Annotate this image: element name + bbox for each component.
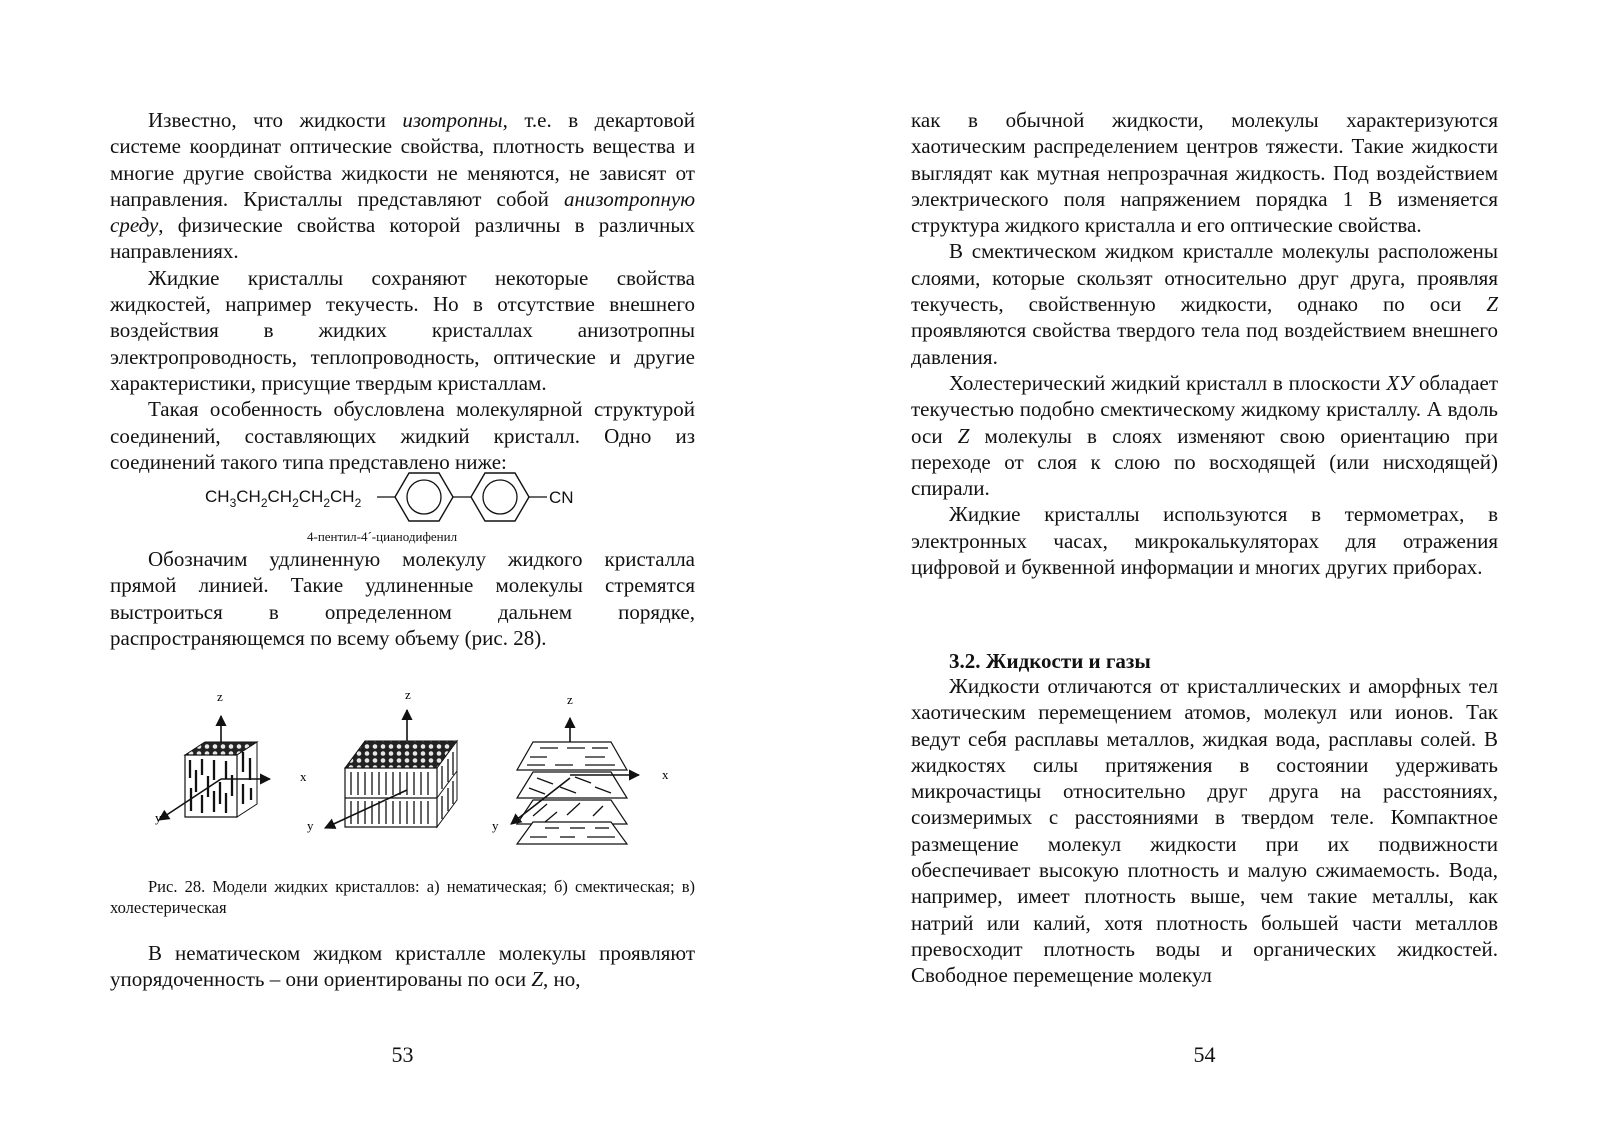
right-text-bottom <box>911 673 1498 989</box>
nematic-model <box>155 689 307 825</box>
figure-28 <box>155 680 695 860</box>
paragraph-continuation: как в обычной жидкости, молекулы характеризуются хаотическим распределением центров тяжести. Такие жидкости выглядят как мутная непрозрачная жидкость. Под воздействием электрического поля напряжением порядка 1 В изменяется структура жидкого кристалла и его оптические свойства. <box>911 108 1498 238</box>
figure-caption: Рис. 28. Модели жидких кристаллов: а) нематическая; б) смектическая; в) холестерическая <box>110 877 695 917</box>
paragraph-smectic: В смектическом жидком кристалле молекулы расположены слоями, которые скользят относительно друг друга, проявляя текучесть, свойственную жидкости, однако по оси Z проявляются свойства твердого тела под воздействием внешнего давления. <box>911 239 1498 369</box>
axis-y-label: y <box>492 818 499 833</box>
axis-z-label: z <box>567 692 573 707</box>
paragraph-molecule-line: Обозначим удлиненную молекулу жидкого кристалла прямой линией. Такие удлиненные молекулы стремятся выстроиться в определенном дальнем порядке, распространяющемся по всему объему (рис. 28). <box>110 547 695 650</box>
axis-z-label: z <box>405 687 411 702</box>
benzene-ring-2 <box>471 473 529 521</box>
left-page <box>110 0 695 1131</box>
left-text-bottom <box>110 940 695 993</box>
paragraph-cholesteric: Холестерический жидкий кристалл в плоскости XУ обладает текучестью подобно смектическому жидкому кристаллу. А вдоль оси Z молекулы в слоях изменяют свою ориентацию при переходе от слоя к слою по восходящей (или нисходящей) спирали. <box>911 370 1499 501</box>
formula-caption: 4-пентил-4´-цианодифенил <box>307 529 458 544</box>
axis-y-label: y <box>307 818 314 833</box>
paragraph-nematic: В нематическом жидком кристалле молекулы проявляют упорядоченность – они ориентированы по оси Z, но, <box>110 941 695 992</box>
page-number: 54 <box>1193 1042 1216 1067</box>
benzene-ring-1 <box>395 473 453 521</box>
paragraph-liquids: Жидкости отличаются от кристаллических и аморфных тел хаотическим перемещением атомов, молекул или ионов. Так ведут себя расплавы металлов, жидкая вода, расплавы солей. В жидкостях силы притяжения в состоянии удерживать микрочастицы относительно друг друга на расстояниях, соизмеримых с расстояниями в твердом теле. Компактное размещение молекул жидкости при их подвижности обеспечивает высокую плотность и малую сжимаемость. Вода, например, имеет плотность выше, чем такие металлы, как натрий или калий, хотя плотность большей части металлов превосходит плотность воды и органических жидкостей. Свободное перемещение молекул <box>911 674 1498 988</box>
axis-x-label: x <box>300 769 307 784</box>
left-text-top <box>110 107 695 475</box>
axis-x-label: x <box>662 767 669 782</box>
paragraph-applications: Жидкие кристаллы используются в термометрах, в электронных часах, микрокалькуляторах для отражения цифровой и буквенной информации и многих других приборах. <box>911 502 1498 580</box>
smectic-model <box>307 687 457 833</box>
axis-y-label: y <box>155 810 162 825</box>
left-text-mid <box>110 546 695 651</box>
right-page <box>911 0 1498 1131</box>
section-heading: 3.2. Жидкости и газы <box>949 649 1151 673</box>
chemical-formula <box>200 466 600 528</box>
page-number: 53 <box>391 1042 414 1067</box>
cholesteric-model <box>492 692 669 844</box>
axis-z-label: z <box>217 689 223 704</box>
paragraph-liquid-crystals: Жидкие кристаллы сохраняют некоторые свойства жидкостей, например текучесть. Но в отсутствие внешнего воздействия в жидких кристаллах анизотропны электропроводность, теплопроводность, оптические и другие характеристики, присущие твердым кристаллам. <box>110 265 695 395</box>
formula-chain: $CH_3CH_2CH_2CH_2CH_2$ <box>205 487 362 510</box>
formula-cn: CN <box>549 488 574 507</box>
paragraph-isotropy: Известно, что жидкости изотропны, т.е. в декартовой системе координат оптические свойства, плотность вещества и многие другие свойства жидкости не меняются, не зависят от направления. Кристаллы представляют собой анизотропную среду, физические свойства которой различны в различных направлениях. <box>110 108 695 264</box>
paragraph-structure: Такая особенность обусловлена молекулярной структурой соединений, составляющих жидкий кристалл. Одно из соединений такого типа представлено ниже: <box>110 397 695 474</box>
right-text-top <box>911 107 1498 580</box>
